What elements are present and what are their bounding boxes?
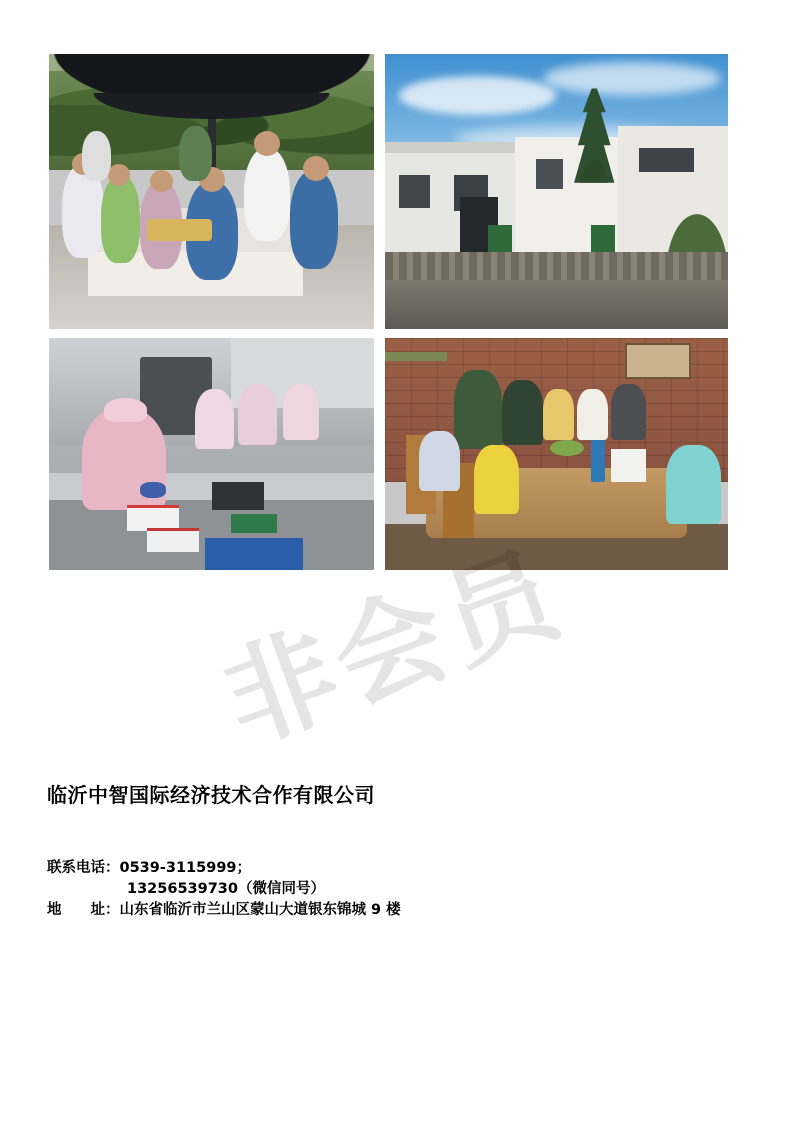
person-head xyxy=(254,131,280,156)
bottle-shape xyxy=(591,440,605,482)
child-figure xyxy=(577,389,608,440)
photo-grid xyxy=(49,54,728,579)
contact-phone-secondary: 13256539730（微信同号） xyxy=(127,881,325,897)
food-plate xyxy=(147,219,212,241)
contact-block xyxy=(47,858,401,921)
child-figure xyxy=(611,384,645,440)
tissue-box xyxy=(611,449,645,481)
photo-kids-craft-table xyxy=(385,338,728,570)
child-figure xyxy=(474,445,519,515)
umbrella-canopy-inner xyxy=(75,93,348,126)
contact-address-line xyxy=(47,900,401,921)
watermark-text: 非会员 xyxy=(207,527,579,768)
worker-figure xyxy=(195,389,234,449)
child-figure xyxy=(543,389,574,440)
photo-food-factory xyxy=(49,338,374,570)
photo-row-top xyxy=(49,54,728,329)
adult-figure xyxy=(454,370,502,449)
photo-white-houses xyxy=(385,54,728,329)
person-figure xyxy=(82,131,111,181)
worker-figure xyxy=(238,384,277,444)
person-head xyxy=(108,164,131,186)
picture-frame xyxy=(625,343,691,379)
meat-tray xyxy=(147,528,199,552)
contact-address-label: 地 址： xyxy=(47,902,120,918)
wall-shape xyxy=(385,280,728,330)
person-head xyxy=(303,156,329,181)
contact-phone-primary: 0539-3115999； xyxy=(119,860,251,876)
cloud-shape xyxy=(399,76,557,115)
company-name: 临沂中智国际经济技术合作有限公司 xyxy=(47,783,375,807)
person-figure xyxy=(179,126,212,181)
shelf-shape xyxy=(385,352,447,361)
contact-phone-label: 联系电话： xyxy=(47,860,120,876)
person-figure xyxy=(290,170,339,269)
contact-phone-secondary-line xyxy=(47,879,401,900)
weighing-scale xyxy=(212,482,264,510)
window-shape xyxy=(399,175,430,208)
window-shape xyxy=(639,148,694,173)
worker-figure xyxy=(283,384,319,440)
worker-cap xyxy=(104,398,146,421)
contact-phone-line xyxy=(47,858,401,879)
glove-shape xyxy=(140,482,166,498)
adult-figure xyxy=(502,380,543,445)
photo-outdoor-gathering xyxy=(49,54,374,329)
child-figure xyxy=(419,431,460,491)
person-figure xyxy=(244,148,290,242)
photo-row-bottom xyxy=(49,338,728,570)
window-shape xyxy=(536,159,563,189)
child-figure xyxy=(666,445,721,524)
contact-address-value: 山东省临沂市兰山区蒙山大道银东锦城 9 楼 xyxy=(119,902,401,918)
green-board xyxy=(231,514,277,533)
person-head xyxy=(150,170,173,192)
blue-crate xyxy=(205,538,303,570)
person-figure xyxy=(101,175,140,263)
